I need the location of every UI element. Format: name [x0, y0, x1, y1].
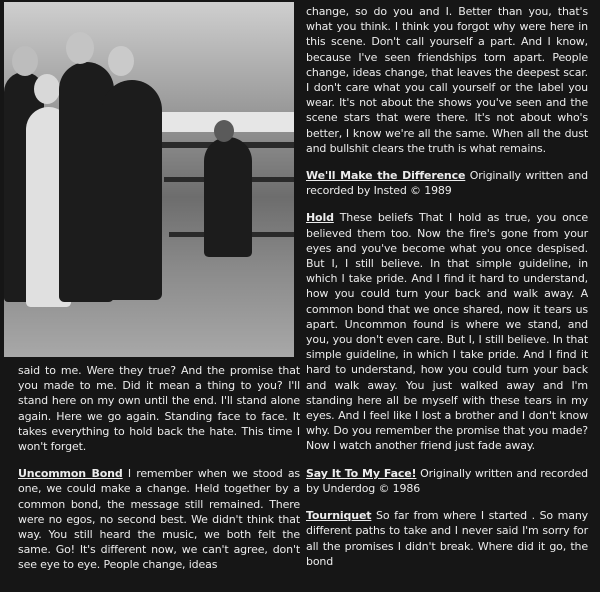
lyrics-paragraph: change, so do you and I. Better than you, that's what you think. I think you forgot why were here in this scene. Don't call yourself a part. And I know, because I've seen friendships torn apart. People change, ideas change, that leaves the deepest scar. I don't care what you call yourself or the label you wear. It's not about the shows you've seen and the scene stars that were there. It's not about who's better, I know we're all the same. When all the dust and bullshit clears the truth is what remains. [306, 5, 588, 155]
left-lyrics-column [18, 363, 300, 585]
song-title-tourniquet: Tourniquet [306, 509, 372, 523]
well-make-the-difference-paragraph [306, 168, 588, 198]
song-lyrics: I remember when we stood as one, we could make a change. Held together by a common bond, the message still remained. There were no egos, no second best. We didn't think that way. You still heard the music, we both felt the same. Go! It's different now, we can't agree, don't see eye to eye. People change, ideas [18, 467, 300, 572]
tourniquet-paragraph [306, 508, 588, 569]
uncommon-bond-paragraph [18, 466, 300, 572]
say-it-to-my-face-paragraph [306, 466, 588, 496]
song-lyrics: These beliefs That I hold as true, you once believed them too. Now the fire's gone from your eyes and you've become what you once despised. But I, I still believe. In that simple guideline, in which I take pride. And I find it hard to understand, how you could turn your back and walk away. A common bond that we once shared, now it tears us apart. Uncommon found is where we stand, and you, you don't even care. But I, I still believe. In that simple guideline, in which I take pride. And I find it hard to understand, how you could turn your back and walk away. You just walked away and I'm standing here all be myself with these tears in my eyes. And I feel like I lost a brother and I don't know why. Do you remember the promise that you made? Now I watch another friend just fade away. [306, 211, 588, 453]
song-title-well-make-the-difference: We'll Make the Difference [306, 169, 466, 183]
hold-paragraph [306, 210, 588, 453]
song-credit: Originally written and recorded by Underdog © 1986 [306, 466, 588, 495]
lyrics-paragraph: said to me. Were they true? And the promise that you made to me. Did it mean a thing to you? I'll stand here on my own until the end. I'll stand alone again. Here we go again. Standing face to face. It takes everything to hold back the hate. This time I won't forget. [18, 364, 300, 454]
band-photo [4, 2, 294, 357]
song-title-say-it-to-my-face: Say It To My Face! [306, 466, 417, 480]
song-lyrics: So far from where I started . So many different paths to take and I never said I'm sorry for all the promises I didn't break. Where did it go, the bond [306, 509, 588, 568]
right-lyrics-column [306, 4, 588, 581]
song-title-hold: Hold [306, 211, 334, 225]
song-title-uncommon-bond: Uncommon Bond [18, 467, 123, 481]
song-credit: Originally written and recorded by Insted © 1989 [306, 169, 588, 198]
